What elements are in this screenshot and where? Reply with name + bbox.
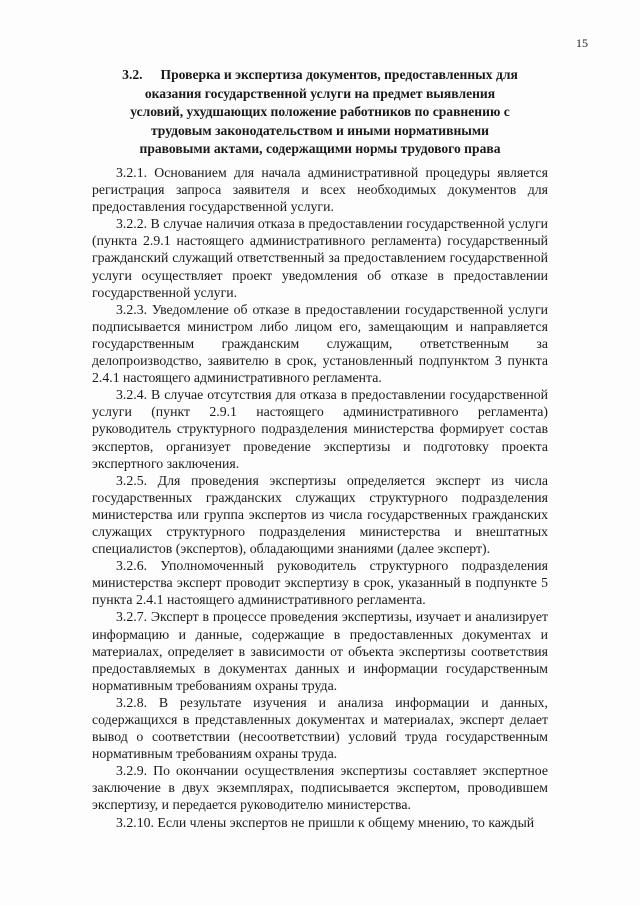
section-number: 3.2.: [122, 67, 143, 82]
paragraph-3-2-2: 3.2.2. В случае наличия отказа в предоставлении государственной услуги (пункта 2.9.1 настоящего административного регламента) государственный гражданский служащий ответственный за предоставлением государственной услуги осуществляет проект уведомления об отказе в предоставлении государственной услуги.: [92, 216, 548, 300]
section-title: Проверка и экспертиза документов, предоставленных для оказания государственной услуги на предмет выявления условий, ухудшающих положение работников по сравнению с трудовым законодательством и иными нормативными правовыми актами, содержащими нормы трудового права: [130, 67, 518, 156]
paragraph-3-2-8: 3.2.8. В результате изучения и анализа информации и данных, содержащихся в представленных документах и материалах, эксперт делает вывод о соответствии (несоответствии) условий труда государственным нормативным требованиям охраны труда.: [92, 694, 548, 762]
paragraph-3-2-4: 3.2.4. В случае отсутствия для отказа в предоставлении государственной услуги (пункт 2.9.1 настоящего административного регламента) руководитель структурного подразделения министерства формирует состав экспертов, организует проведение экспертизы и подготовку проекта экспертного заключения.: [92, 387, 548, 471]
page-number: 15: [576, 36, 588, 50]
paragraph-3-2-10: 3.2.10. Если члены экспертов не пришли к общему мнению, то каждый: [116, 814, 535, 830]
paragraph-3-2-9: 3.2.9. По окончании осуществления экспертизы составляет экспертное заключение в двух экземплярах, подписывается экспертом, проводившем экспертизу, и передается руководителю министерства.: [92, 763, 548, 813]
paragraph-3-2-7: 3.2.7. Эксперт в процессе проведения экспертизы, изучает и анализирует информацию и данные, содержащие в предоставленных документах и материалах, определяет в зависимости от объекта экспертизы соответствия предоставляемых в документах данных и информации государственным нормативным требованиям охраны труда.: [92, 609, 548, 693]
paragraph-3-2-1: 3.2.1. Основанием для начала административной процедуры является регистрация запроса заявителя и всех необходимых документов для предоставления государственной услуги.: [92, 165, 548, 215]
paragraph-3-2-3: 3.2.3. Уведомление об отказе в предоставлении государственной услуги подписывается министром либо лицом его, замещающим и направляется государственным гражданским служащим, ответственным за делопроизводство, заявителю в срок, установленный подпунктом 3 пункта 2.4.1 настоящего административного регламента.: [92, 301, 548, 386]
paragraph-3-2-6: 3.2.6. Уполномоченный руководитель структурного подразделения министерства эксперт проводит экспертизу в срок, указанный в подпункте 5 пункта 2.4.1 настоящего административного регламента.: [92, 558, 548, 608]
section-body: [92, 164, 548, 831]
paragraph-3-2-5: 3.2.5. Для проведения экспертизы определяется эксперт из числа государственных гражданских служащих структурного подразделения министерства или группа экспертов из числа государственных гражданских служащих структурного подразделения министерства и внештатных специалистов (экспертов), обладающими знаниями (далее эксперт).: [92, 472, 548, 557]
section-heading: [120, 66, 520, 159]
